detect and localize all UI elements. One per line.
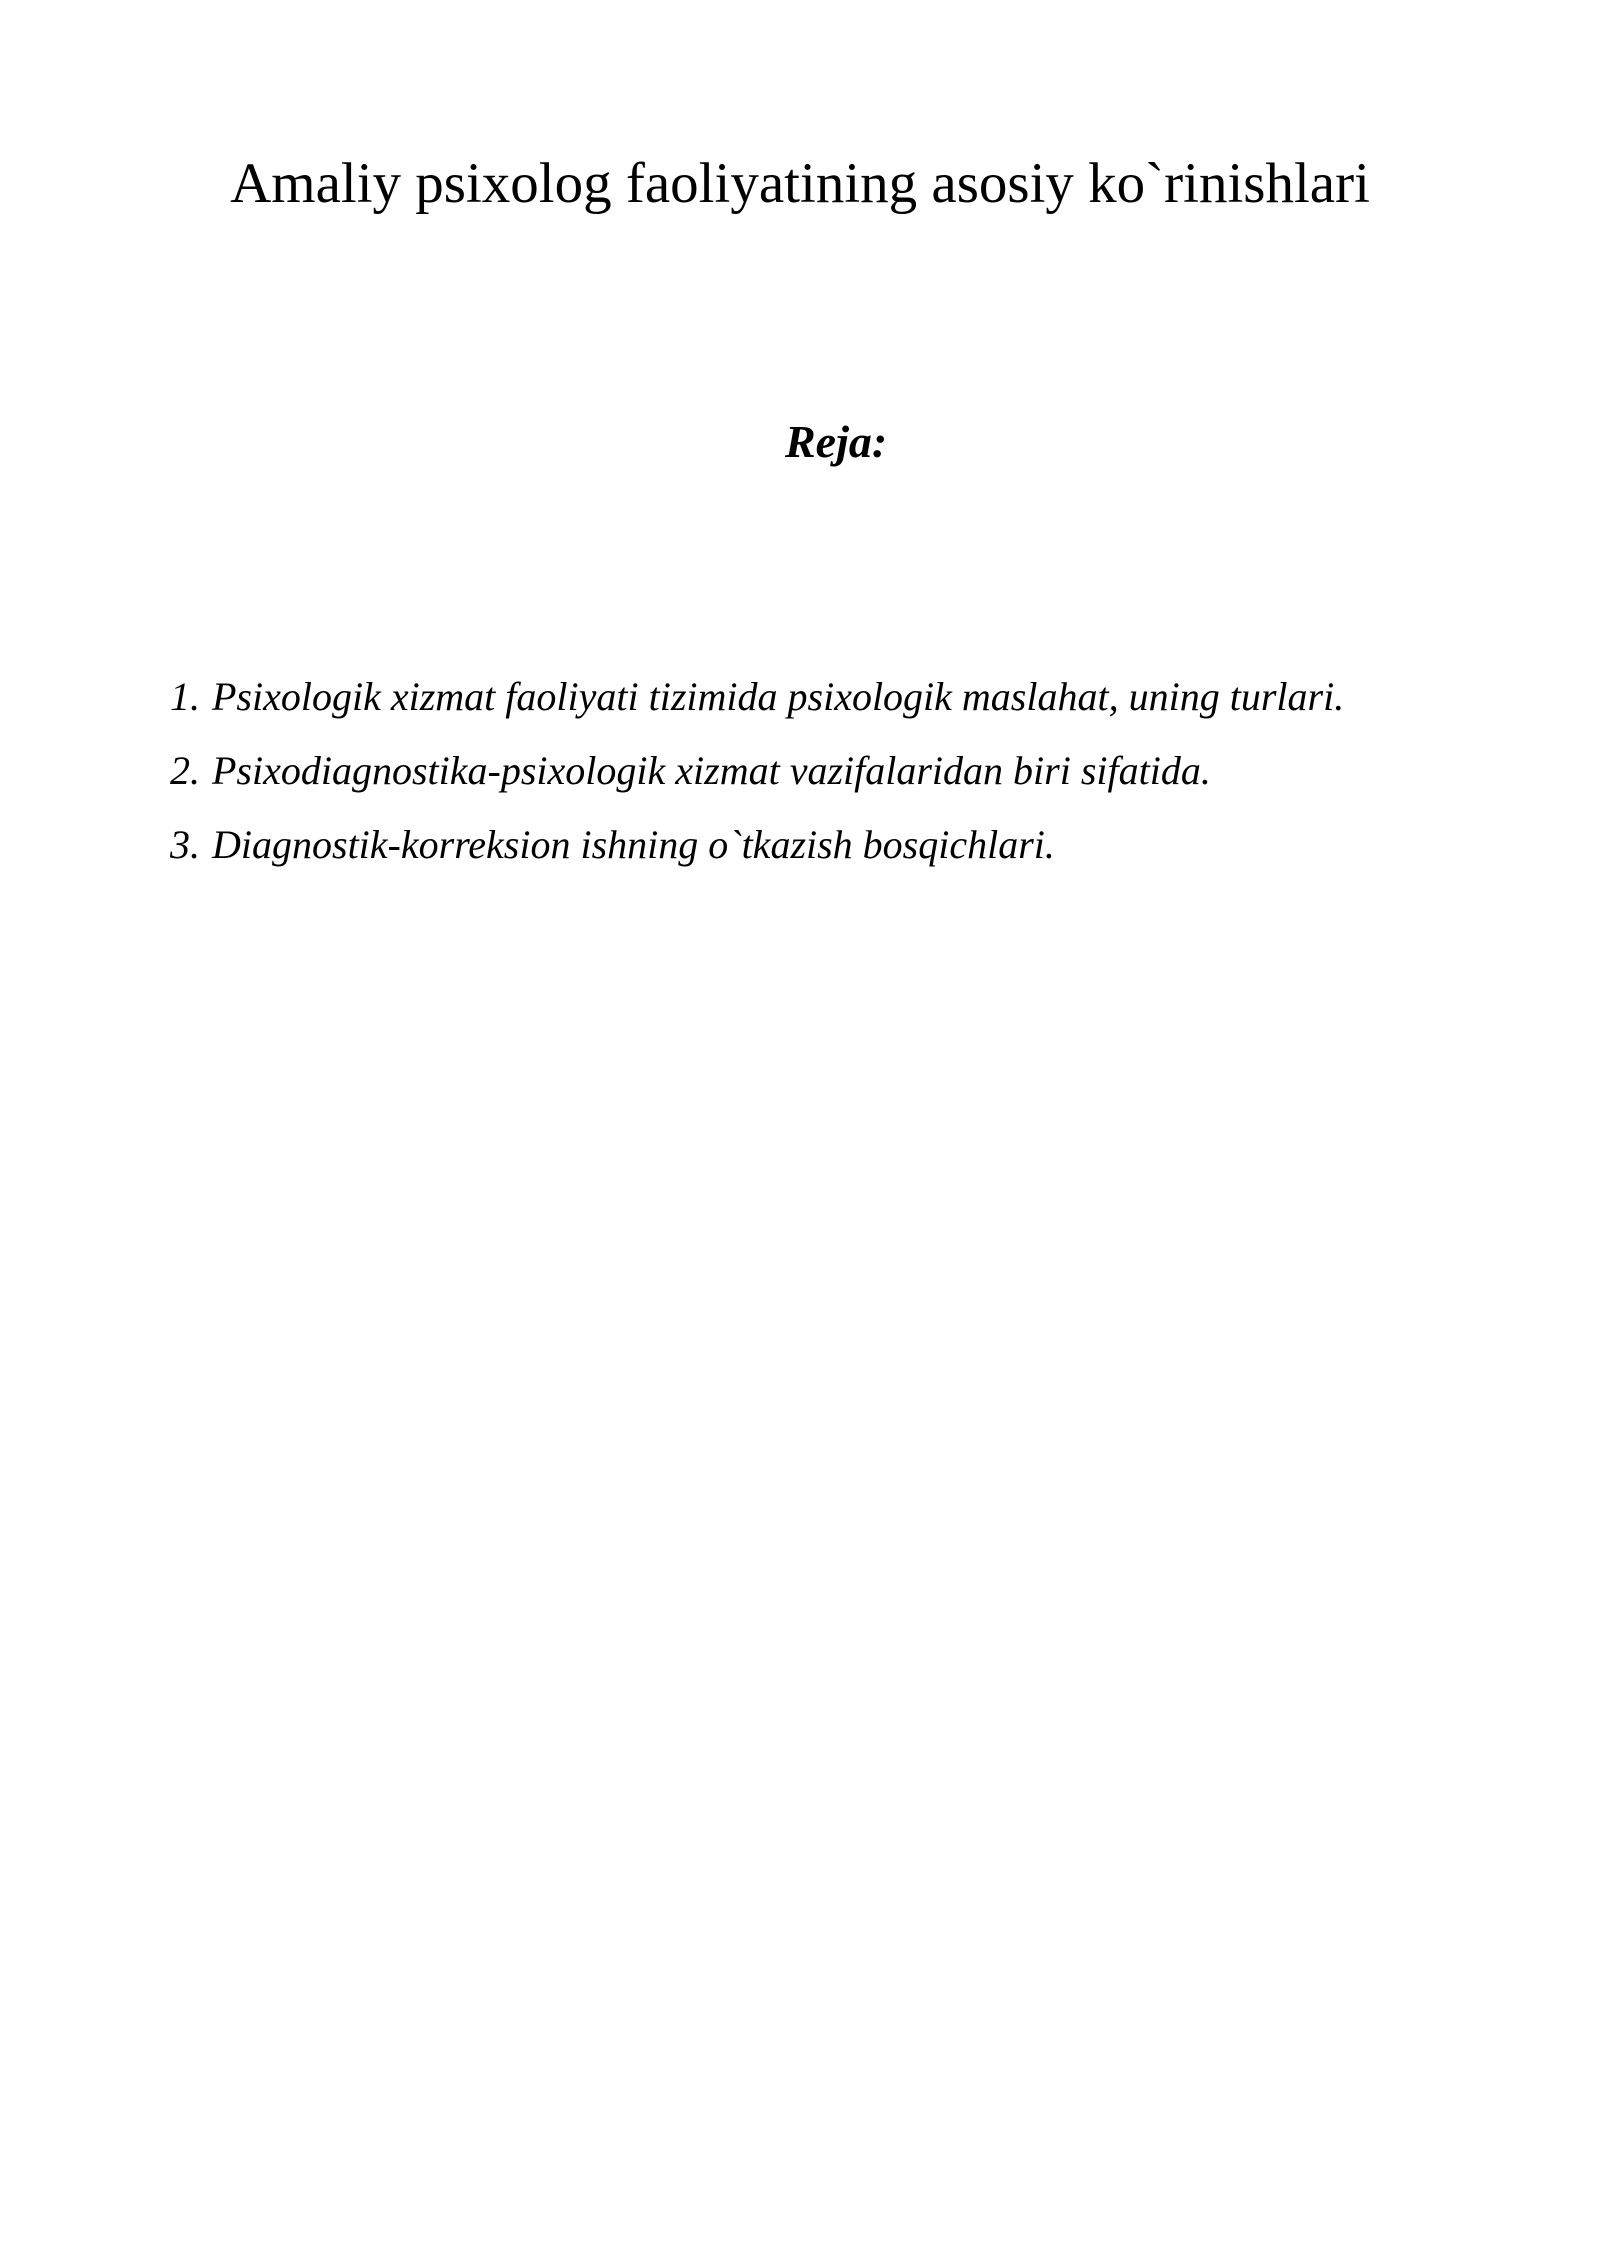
- plan-item-text: Diagnostik-korreksion ishning o`tkazish bosqichlari.: [212, 822, 1055, 867]
- plan-item-number: 1.: [170, 674, 200, 719]
- plan-list: [170, 660, 1530, 882]
- plan-item: [170, 734, 1530, 808]
- plan-item-text: Psixologik xizmat faoliyati tizimida psixologik maslahat, uning turlari.: [212, 674, 1345, 719]
- plan-item-text: Psixodiagnostika-psixologik xizmat vazifalaridan biri sifatida.: [212, 748, 1211, 793]
- plan-item: [170, 808, 1530, 882]
- plan-item: [170, 660, 1530, 734]
- plan-item-number: 3.: [170, 822, 200, 867]
- document-title: Amaliy psixolog faoliyatining asosiy ko`rinishlari: [230, 152, 1370, 215]
- plan-item-number: 2.: [170, 748, 200, 793]
- plan-heading: Reja:: [785, 416, 888, 467]
